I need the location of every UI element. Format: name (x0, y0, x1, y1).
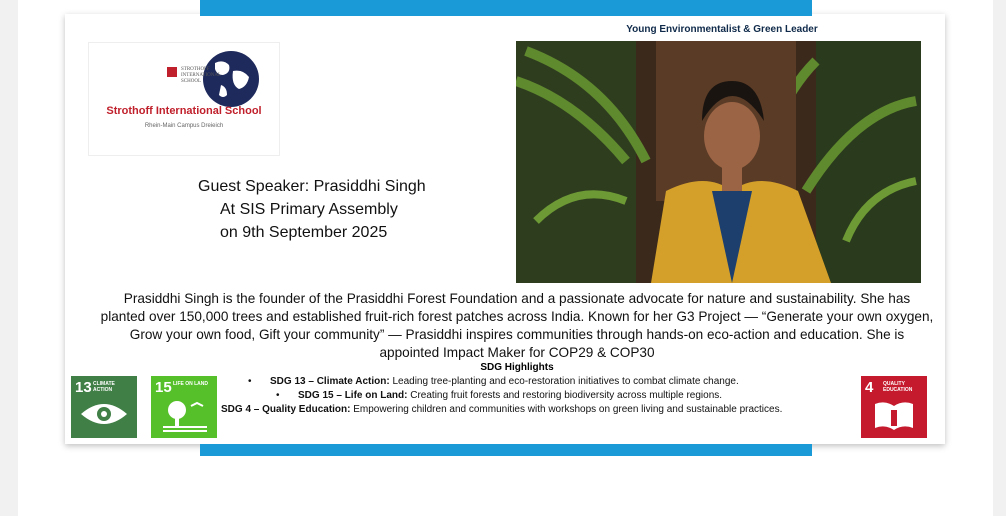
campus-name: Rhein-Main Campus Dreieich (144, 123, 224, 129)
tile-label: LIFE ON LAND (173, 381, 208, 387)
top-accent-bar (200, 0, 812, 16)
bullet: • (248, 376, 252, 387)
sdg-item-label: SDG 15 – Life on Land: (298, 390, 408, 401)
speaker-line-1: Guest Speaker: Prasiddhi Singh (198, 178, 426, 195)
speaker-photo (516, 41, 921, 283)
bottom-accent-bar (200, 444, 812, 456)
tile-number: 15 (155, 379, 172, 396)
tile-label: CLIMATE ACTION (93, 381, 115, 393)
logo-small-text: STROTHOFF INTERNATIONAL SCHOOL (181, 67, 221, 84)
sdg-item-text: Leading tree-planting and eco-restoration initiatives to combat climate change. (392, 376, 739, 387)
sdg-title: SDG Highlights (480, 362, 554, 373)
speaker-line-2: At SIS Primary Assembly (220, 201, 398, 218)
bullet: • (276, 390, 280, 401)
speaker-info (170, 175, 470, 244)
sdg-item-text: Creating fruit forests and restoring biodiversity across multiple regions. (410, 390, 723, 401)
sdg-15-tile (151, 376, 217, 438)
photo-caption: Young Environmentalist & Green Leader (626, 24, 818, 35)
sdg-item-label: SDG 13 – Climate Action: (270, 376, 390, 387)
sdg-4-tile (861, 376, 927, 438)
sdg-13-tile (71, 376, 137, 438)
bio-paragraph: Prasiddhi Singh is the founder of the Prasiddhi Forest Foundation and a passionate advocate for nature and sustainability. She has planted over 150,000 trees and established fruit-rich forest patches across India. Known for her G3 Project — “Generate your own oxygen, Grow your own food, Gift your community” — Prasiddhi inspires communities through hands-on eco-action and education. She is appointed Impact Maker for COP29 & COP30 (100, 291, 934, 360)
sdg-item-4 (221, 404, 782, 415)
sdg-item-15 (276, 390, 722, 401)
tile-number: 4 (865, 379, 874, 396)
school-logo (88, 42, 280, 156)
speaker-line-3: on 9th September 2025 (220, 224, 388, 241)
tile-number: 13 (75, 379, 92, 396)
tile-label: QUALITY EDUCATION (883, 381, 913, 393)
school-name: Strothoff International School (106, 105, 262, 117)
sdg-item-text: Empowering children and communities with workshops on green living and sustainable practices. (353, 404, 783, 415)
sdg-item-13 (248, 376, 739, 387)
crest-icon (167, 67, 177, 77)
sdg-item-label: SDG 4 – Quality Education: (221, 404, 351, 415)
